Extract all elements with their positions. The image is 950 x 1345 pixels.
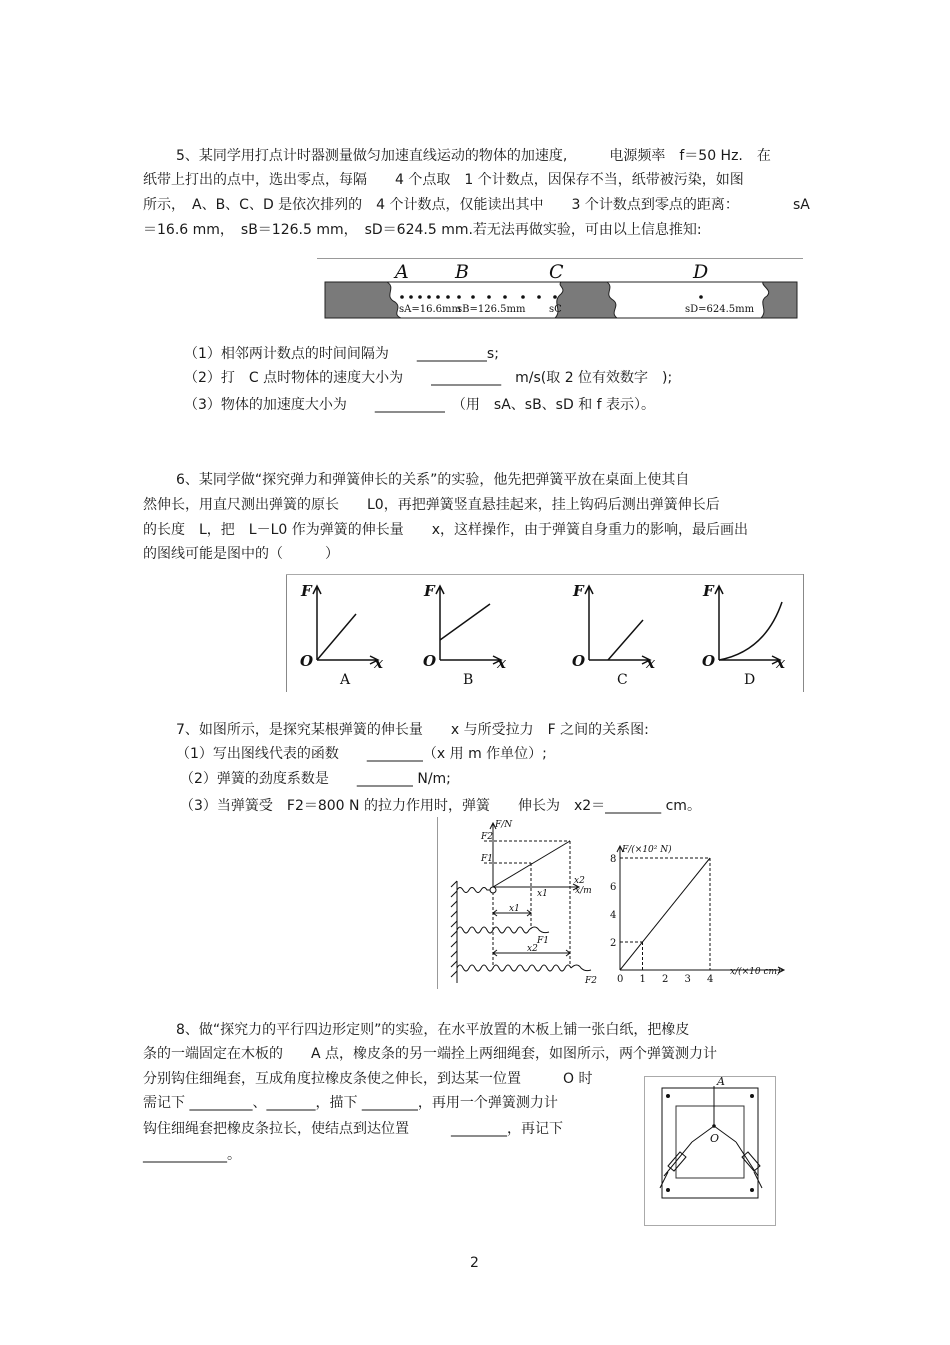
tape-label-a: sA=16.6mm [399, 304, 461, 315]
chart-x-tick: 3 [684, 974, 691, 985]
chart-x-tick: 1 [639, 974, 646, 985]
spring-fig-f1: F1 [481, 854, 493, 864]
graph-a-y-axis: F [301, 582, 312, 600]
page-number: 2 [470, 1255, 479, 1271]
graph-b-origin: O [423, 652, 437, 670]
graph-c-x-axis: x [646, 654, 655, 672]
graph-d-origin: O [702, 652, 716, 670]
q5-sub3: （3）物体的加速度大小为 __________ （用 sA、sB、sD 和 f 表示）。 [184, 397, 656, 413]
spring-fig-x1: x1 [509, 904, 520, 914]
graph-c-origin: O [572, 652, 586, 670]
q6-line2: 然伸长，用直尺测出弹簧的原长 L0，再把弹簧竖直悬挂起来，挂上钩码后测出弹簧伸长后 [143, 497, 720, 513]
graph-a-origin: O [300, 652, 314, 670]
graph-d-label: D [744, 672, 756, 688]
chart-y-tick: 6 [610, 882, 617, 893]
q7-sub2: （2）弹簧的劲度系数是 ________ N/m; [180, 771, 451, 787]
q5-line3-sa: sA [793, 197, 810, 213]
graph-a-label: A [340, 672, 351, 688]
graph-b-label: B [463, 672, 474, 688]
tape-label-b: sB=126.5mm [457, 304, 526, 315]
chart-data-line [620, 858, 710, 970]
q5-sub1: （1）相邻两计数点的时间间隔为 __________s; [184, 346, 499, 362]
q7-sub3: （3）当弹簧受 F2＝800 N 的拉力作用时，弹簧 伸长为 x2＝________ cm。 [180, 798, 701, 814]
q8-line6: ____________。 [143, 1147, 241, 1163]
spring-stretch-figure [437, 817, 603, 989]
graph-d-y-axis: F [703, 582, 714, 600]
chart-y-tick: 4 [610, 910, 617, 921]
paper-tape-figure [317, 258, 803, 336]
tape-label-d: sD=624.5mm [685, 304, 755, 315]
spring-fig-x-axis: x/m [575, 886, 592, 896]
force-extension-chart [606, 840, 789, 987]
graph-d-x-axis: x [776, 654, 785, 672]
graph-c-label: C [617, 672, 628, 688]
spring-fig-f2: F2 [481, 832, 493, 842]
tape-letter-b: B [455, 261, 469, 283]
q5-line1: 5、某同学用打点计时器测量做匀加速直线运动的物体的加速度, 电源频率 f＝50 Hz. 在 [176, 148, 771, 164]
chart-y-tick: 2 [610, 938, 617, 949]
graph-a-x-axis: x [374, 654, 383, 672]
q8-line3: 分别钩住细绳套，互成角度拉橡皮条使之伸长，到达某一位置 O 时 [143, 1071, 593, 1087]
tape-label-c: sC [549, 304, 562, 315]
tape-letter-c: C [549, 261, 564, 283]
q8-line2: 条的一端固定在木板的 A 点，橡皮条的另一端拴上两细绳套，如图所示，两个弹簧测力计 [143, 1046, 718, 1062]
parallelogram-experiment-figure [644, 1076, 776, 1226]
q8-line5: 钩住细绳套把橡皮条拉长，使结点到达位置 ________，再记下 [143, 1121, 563, 1137]
q5-line3: 所示， A、B、C、D 是依次排列的 4 个计数点，仅能读出其中 3 个计数点到零点的距离： [143, 197, 739, 213]
q6-line3: 的长度 L，把 L－L0 作为弹簧的伸长量 x，这样操作，由于弹簧自身重力的影响，最后画出 [143, 522, 749, 538]
graph-b-x-axis: x [497, 654, 506, 672]
chart-y-tick: 8 [610, 854, 617, 865]
chart-x-tick: 4 [707, 974, 714, 985]
q6-line4: 的图线可能是图中的（ ） [143, 546, 339, 562]
spring-fig-x2: x2 [527, 944, 538, 954]
graph-b-y-axis: F [424, 582, 435, 600]
chart-x-tick: 2 [662, 974, 669, 985]
tape-letter-a: A [395, 261, 409, 283]
q7-line1: 7、如图所示，是探究某根弹簧的伸长量 x 与所受拉力 F 之间的关系图: [176, 722, 649, 738]
graph-c-y-axis: F [573, 582, 584, 600]
four-graph-options-figure [286, 574, 804, 692]
q8-line1: 8、做“探究力的平行四边形定则”的实验，在水平放置的木板上铺一张白纸，把橡皮 [176, 1022, 690, 1038]
spring-fig-x1-mark: x1 [537, 889, 548, 899]
spring-fig-f2-hook: F2 [585, 976, 597, 986]
chart-x-tick: 0 [617, 974, 624, 985]
spring-fig-y-axis: F/N [495, 820, 513, 830]
q5-line2: 纸带上打出的点中，选出零点，每隔 4 个点取 1 个计数点，因保存不当，纸带被污染，如图 [143, 172, 744, 188]
tape-letter-d: D [693, 261, 709, 283]
q5-sub2: （2）打 C 点时物体的速度大小为 __________ m/s(取 2 位有效数字 ); [184, 370, 673, 386]
spring-fig-x2-mark: x2 [574, 876, 585, 886]
q8-fig-a: A [717, 1076, 725, 1088]
q5-line4: ＝16.6 mm， sB＝126.5 mm， sD＝624.5 mm.若无法再做实验，可由以上信息推知: [143, 222, 702, 238]
chart-x-label: x/(×10 cm) [730, 967, 781, 977]
q6-line1: 6、某同学做“探究弹力和弹簧伸长的关系”的实验，他先把弹簧平放在桌面上使其自 [176, 472, 690, 488]
chart-y-label: F/(×10² N) [622, 845, 672, 855]
q7-sub1: （1）写出图线代表的函数 ________（x 用 m 作单位）; [176, 746, 547, 762]
spring-fig-f1-hook: F1 [537, 936, 549, 946]
q8-fig-o: O [710, 1132, 720, 1145]
q8-line4: 需记下 _________、_______，描下 ________，再用一个弹簧测力计 [143, 1095, 558, 1111]
